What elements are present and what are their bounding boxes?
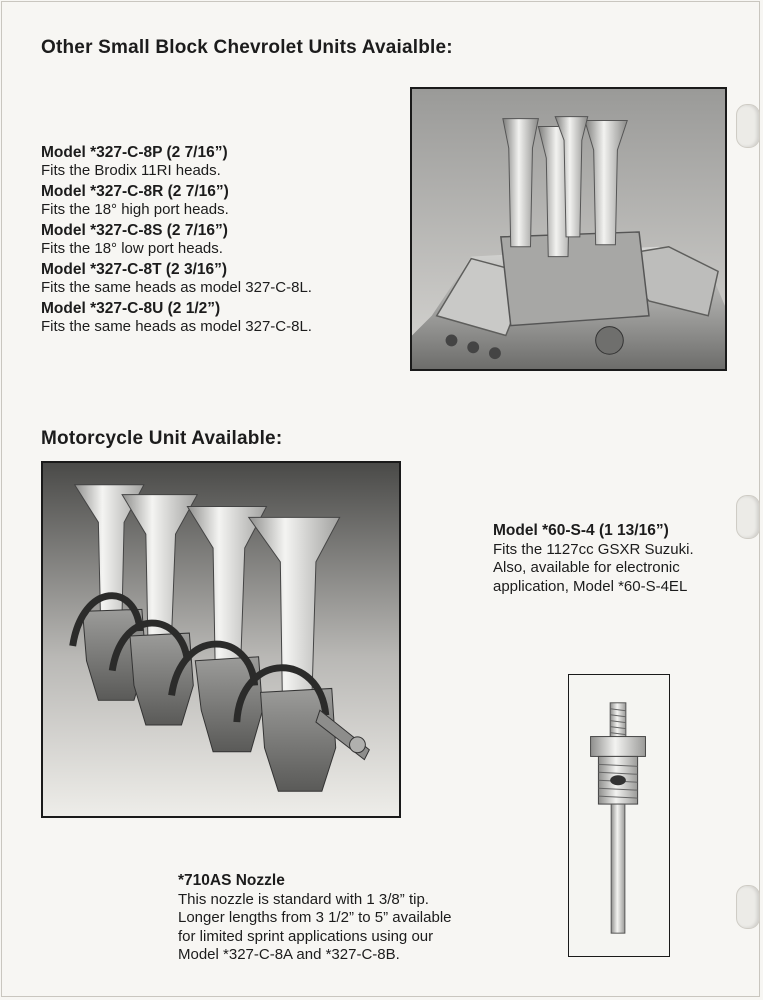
- nozzle-line: Model *327-C-8A and *327-C-8B.: [178, 946, 400, 963]
- punch-hole-middle: [736, 495, 760, 539]
- punch-hole-top: [736, 104, 760, 148]
- motorcycle-model-line: Also, available for electronic: [493, 559, 680, 576]
- motorcycle-model-title: Model *60-S-4 (1 13/16”): [493, 522, 669, 539]
- nozzle-line: for limited sprint applications using our: [178, 927, 434, 945]
- model-title: Model *327-C-8R (2 7/16”): [41, 183, 229, 200]
- motorcycle-model-line: Fits the 1127cc GSXR Suzuki.: [493, 540, 694, 558]
- model-entry: [41, 143, 401, 180]
- nozzle-block: [178, 872, 452, 965]
- chevrolet-section-heading: Other Small Block Chevrolet Units Avaialble:: [41, 37, 453, 58]
- engine-injector-stacks-photo: [410, 87, 727, 371]
- model-title: Model *327-C-8T (2 3/16”): [41, 261, 228, 278]
- nozzle-photo: [568, 674, 670, 957]
- model-description: Fits the Brodix 11RI heads.: [41, 162, 221, 179]
- model-description: Fits the 18° high port heads.: [41, 201, 229, 218]
- model-description: Fits the 18° low port heads.: [41, 240, 223, 257]
- model-entry: [41, 299, 401, 336]
- model-entry: [41, 221, 401, 258]
- model-entry: [41, 182, 401, 219]
- motorcycle-model-block: [493, 522, 694, 596]
- motorcycle-section-heading: Motorcycle Unit Available:: [41, 428, 283, 449]
- model-description: Fits the same heads as model 327-C-8L.: [41, 318, 312, 335]
- model-title: Model *327-C-8P (2 7/16”): [41, 144, 228, 161]
- nozzle-title: *710AS Nozzle: [178, 872, 285, 889]
- nozzle-line: Longer lengths from 3 1/2” to 5” available: [178, 909, 452, 926]
- motorcycle-injector-unit-photo: [41, 461, 401, 818]
- nozzle-line: This nozzle is standard with 1 3/8” tip.: [178, 890, 429, 908]
- model-title: Model *327-C-8U (2 1/2”): [41, 300, 221, 317]
- motorcycle-model-line: application, Model *60-S-4EL: [493, 577, 688, 595]
- model-title: Model *327-C-8S (2 7/16”): [41, 222, 228, 239]
- model-description: Fits the same heads as model 327-C-8L.: [41, 279, 312, 296]
- punch-hole-bottom: [736, 885, 760, 929]
- chevrolet-model-list: [41, 143, 401, 338]
- model-entry: [41, 260, 401, 297]
